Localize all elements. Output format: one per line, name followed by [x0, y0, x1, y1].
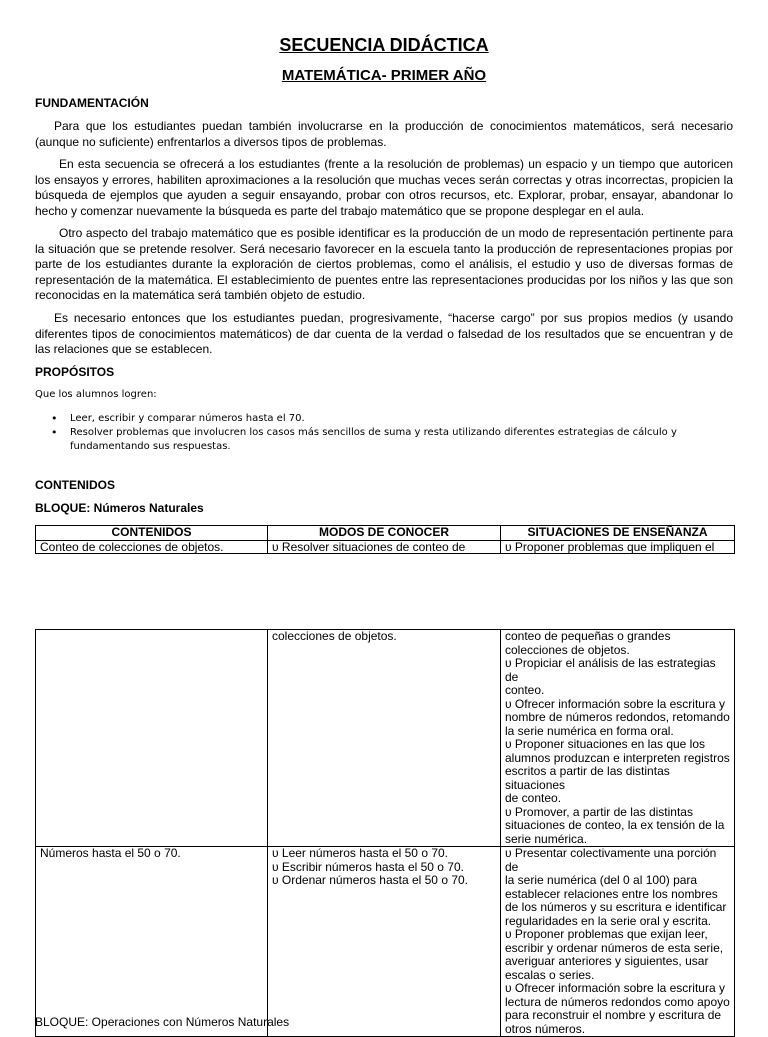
- table-row: [36, 630, 735, 847]
- table-cell: [36, 847, 268, 1037]
- cell-line: υ Escribir números hasta el 50 o 70.: [272, 859, 464, 874]
- cell-line: alumnos produzcan e interpreten registros: [505, 750, 730, 765]
- column-header-contenidos: CONTENIDOS: [36, 526, 268, 541]
- cell-line: escritos a partir de las distintas situaciones: [505, 764, 670, 792]
- table-cell: [501, 630, 735, 847]
- footer-bloque-heading: BLOQUE: Operaciones con Números Naturales: [35, 1015, 290, 1029]
- cell-line: υ Proponer situaciones en las que los: [505, 737, 706, 751]
- table-cell: [268, 847, 501, 1037]
- table-cell: υ Proponer problemas que impliquen el: [501, 540, 735, 553]
- cell-line: para reconstruir el nombre y escritura de: [505, 1008, 722, 1022]
- paragraph-3: Otro aspecto del trabajo matemático que es posible identificar es la producción de un modo de representación pertinente para la situación que se pretende resolver. Será necesario favorecer en la escuela tanto la producción de representaciones propias por parte de los estudiantes durante la exploración de ciertos problemas, como el análisis, el estudio y uso de diversas formas de representación de la matemática. El establecimiento de puentes entre las representaciones producidas por los niños y las que son reconocidas en la matemática será también objeto de estudio.: [35, 226, 733, 303]
- cell-line: serie numérica.: [505, 831, 588, 846]
- list-item: • Leer, escribir y comparar números hasta el 70.: [35, 412, 735, 426]
- cell-line: conteo.: [505, 683, 545, 697]
- cell-line: υ Promover, a partir de las distintas: [505, 804, 693, 819]
- paragraph-2: En esta secuencia se ofrecerá a los estudiantes (frente a la resolución de problemas) un espacio y un tiempo que autoricen los ensayos y errores, habiliten aproximaciones a la resolución que muchas veces serán correctas y otras incorrectas, propicien la búsqueda de ejemplos que ayuden a seguir ensayando, probar con otros recursos, etc. Explorar, probar, ensayar, abandonar lo hecho y comenzar nuevamente la búsqueda es parte del trabajo matemático que se propone desplegar en el aula.: [35, 157, 733, 218]
- cell-line: establecer relaciones entre los nombres: [505, 886, 718, 901]
- cell-line: colecciones de objetos.: [505, 642, 630, 657]
- propositos-intro: Que los alumnos logren:: [35, 389, 157, 400]
- table-row: [36, 847, 735, 1037]
- document-title: SECUENCIA DIDÁCTICA: [279, 35, 489, 55]
- contenidos-heading: CONTENIDOS: [35, 478, 116, 492]
- cell-line: υ Proponer problemas que exijan leer,: [505, 927, 708, 941]
- cell-line: nombre de números redondos, retomando: [505, 710, 730, 724]
- paragraph-1: Para que los estudiantes puedan también involucrarse en la producción de conocimientos matemáticos, será necesario (aunque no suficiente) enfrentarlos a diversos tipos de problemas.: [35, 119, 733, 149]
- column-header-situaciones: SITUACIONES DE ENSEÑANZA: [501, 526, 735, 541]
- cell-line: escribir y ordenar números de esta serie,: [505, 940, 724, 955]
- table-header-row: [36, 526, 735, 541]
- table-row: [36, 540, 735, 553]
- cell-line: regularidades en la serie oral y escrita.: [505, 913, 712, 928]
- propositos-heading: PROPÓSITOS: [35, 365, 115, 379]
- table-cell: [268, 630, 501, 847]
- cell-line: υ Ofrecer información sobre la escritura y: [505, 696, 725, 711]
- cell-line: la serie numérica en forma oral.: [505, 723, 674, 738]
- document-subtitle: MATEMÁTICA- PRIMER AÑO: [281, 67, 487, 84]
- cell-line: υ Presentar colectivamente una porción de: [505, 846, 717, 874]
- cell-line: de los números y su escritura e identificar: [505, 900, 727, 914]
- cell-line: Números hasta el 50 o 70.: [40, 846, 181, 860]
- cell-line: escalas o series.: [505, 967, 595, 982]
- paragraph-4: Es necesario entonces que los estudiantes puedan, progresivamente, “hacerse cargo” por sus propios medios (y usando diferentes tipos de conocimientos matemáticos) de dar cuenta de la verdad o falsedad de los resultados que se encuentran y de las relaciones que se establecen.: [35, 311, 733, 357]
- cell-line: situaciones de conteo, la ex tensión de la: [505, 818, 725, 832]
- contenidos-table-continued: [35, 629, 735, 1037]
- cell-line: υ Leer números hasta el 50 o 70.: [272, 846, 449, 860]
- propositos-list: [35, 412, 735, 454]
- bloque-heading: BLOQUE: Números Naturales: [35, 501, 204, 515]
- cell-line: lectura de números redondos como apoyo: [505, 994, 730, 1009]
- table-cell: [501, 847, 735, 1037]
- cell-line: la serie numérica (del 0 al 100) para: [505, 873, 698, 887]
- cell-line: colecciones de objetos.: [272, 629, 397, 643]
- cell-line: υ Ordenar números hasta el 50 o 70.: [272, 873, 469, 887]
- list-item: • Resolver problemas que involucren los casos más sencillos de suma y resta utilizando diferentes estrategias de cálculo y fundamentando sus respuestas.: [35, 426, 735, 454]
- cell-line: υ Ofrecer información sobre la escritura y: [505, 981, 725, 995]
- table-cell: υ Resolver situaciones de conteo de: [268, 540, 501, 553]
- table-cell: [36, 630, 268, 847]
- cell-line: υ Propiciar el análisis de las estrategias de: [505, 656, 716, 684]
- cell-line: de conteo.: [505, 791, 562, 805]
- column-header-modos: MODOS DE CONOCER: [268, 526, 501, 541]
- contenidos-table-header: [35, 525, 735, 554]
- cell-line: otros números.: [505, 1021, 586, 1036]
- fundamentacion-heading: FUNDAMENTACIÓN: [35, 96, 149, 110]
- table-cell: Conteo de colecciones de objetos.: [36, 540, 268, 553]
- cell-line: averiguar anteriores y siguientes, usar: [505, 954, 709, 968]
- cell-line: conteo de pequeñas o grandes: [505, 629, 671, 643]
